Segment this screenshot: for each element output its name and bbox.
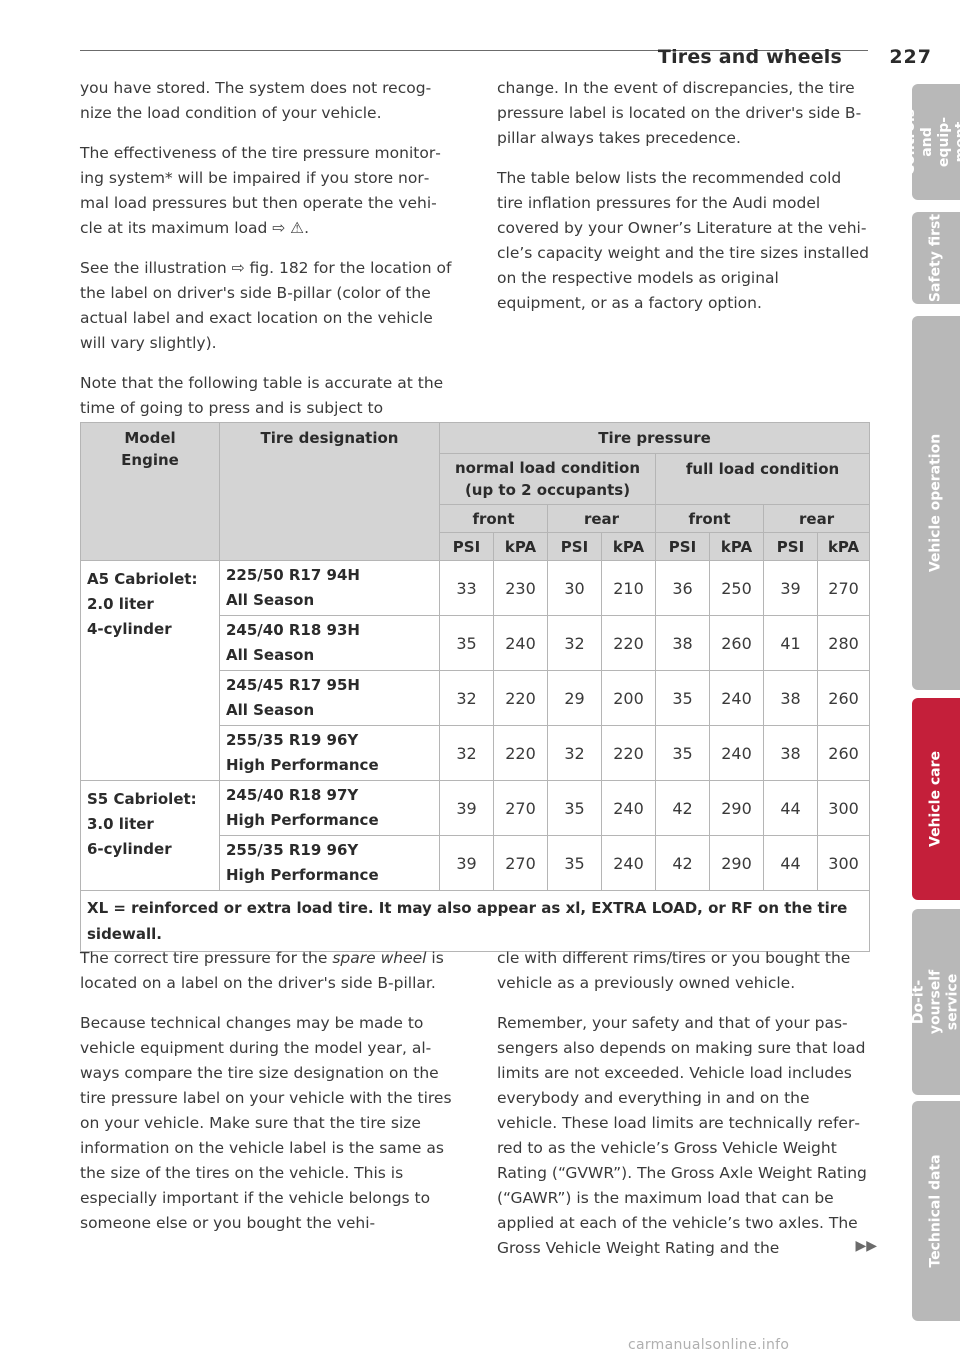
value-cell: 220 — [494, 671, 548, 726]
header-psi: PSI — [656, 533, 710, 561]
header-rear: rear — [548, 505, 656, 533]
model-cell: S5 Cabriolet: 3.0 liter 6-cylinder — [81, 781, 220, 891]
value-cell: 38 — [764, 726, 818, 781]
value-cell: 42 — [656, 781, 710, 836]
value-cell: 210 — [602, 561, 656, 616]
value-cell: 260 — [818, 726, 870, 781]
sidebar-tab-vehicle-operation[interactable] — [912, 316, 960, 690]
header-model-engine: Model Engine — [81, 423, 220, 561]
table-row — [81, 781, 870, 836]
paragraph: change. In the event of discrepancies, the tire pressure label is located on the driver's side B-pillar always takes precedence. — [497, 79, 862, 147]
paragraph: you have stored. The system does not recognize the load condition of your vehicle. — [80, 79, 432, 122]
tire-designation-cell: 245/45 R17 95H All Season — [220, 671, 440, 726]
value-cell: 44 — [764, 781, 818, 836]
sidebar-tab-safety[interactable] — [912, 212, 960, 304]
tire-designation-cell: 255/35 R19 96Y High Performance — [220, 726, 440, 781]
value-cell: 32 — [548, 616, 602, 671]
value-cell: 240 — [602, 836, 656, 891]
watermark: carmanualsonline.info — [628, 1337, 790, 1353]
spare-wheel-term: spare wheel — [332, 949, 427, 967]
value-cell: 32 — [440, 671, 494, 726]
value-cell: 35 — [548, 836, 602, 891]
value-cell: 240 — [710, 726, 764, 781]
paragraph: Note that the following table is accurate at the time of going to press and is subject to — [80, 374, 444, 417]
tire-designation-cell: 245/40 R18 97Y High Performance — [220, 781, 440, 836]
header-rear: rear — [764, 505, 870, 533]
model-cell: A5 Cabriolet: 2.0 liter 4-cylinder — [81, 561, 220, 781]
value-cell: 230 — [494, 561, 548, 616]
left-column-bottom — [80, 946, 452, 1236]
value-cell: 270 — [818, 561, 870, 616]
sidebar-tab-technical-data[interactable] — [912, 1101, 960, 1321]
header-tire-designation: Tire designation — [220, 423, 440, 561]
value-cell: 41 — [764, 616, 818, 671]
header-kpa: kPA — [818, 533, 870, 561]
paragraph: The effectiveness of the tire pressure monitoring system* will be impaired if you store normal load pressures but then operate the vehicle at its maximum load ⇨ ⚠. — [80, 144, 441, 237]
value-cell: 39 — [440, 836, 494, 891]
paragraph: Remember, your safety and that of your passengers also depends on making sure that load limits are not exceeded. Vehicle load includes everybody and everything in and on the vehicle. These load limits are technically referred to as the vehicle’s Gross Vehicle Weight Rating (“GVWR”). The Gross Axle Weight Rating (“GAWR”) is the maximum load that can be applied at each of the vehicle’s two axles. The Gross Vehicle Weight Rating and the ▶▶ — [497, 1014, 877, 1257]
sidebar-tab-vehicle-care[interactable] — [912, 698, 960, 900]
value-cell: 240 — [494, 616, 548, 671]
header-kpa: kPA — [710, 533, 764, 561]
value-cell: 32 — [440, 726, 494, 781]
header-kpa: kPA — [602, 533, 656, 561]
header-front: front — [656, 505, 764, 533]
header-full-load: full load condition — [656, 454, 870, 505]
value-cell: 270 — [494, 836, 548, 891]
header-normal-load: normal load condition (up to 2 occupants) — [440, 454, 656, 505]
value-cell: 38 — [764, 671, 818, 726]
value-cell: 270 — [494, 781, 548, 836]
paragraph: The correct tire pressure for the spare wheel is located on a label on the driver's side B-pillar. — [80, 949, 444, 992]
value-cell: 300 — [818, 781, 870, 836]
header-kpa: kPA — [494, 533, 548, 561]
value-cell: 35 — [548, 781, 602, 836]
tire-designation-cell: 245/40 R18 93H All Season — [220, 616, 440, 671]
value-cell: 250 — [710, 561, 764, 616]
paragraph: cle with different rims/tires or you bought the vehicle as a previously owned vehicle. — [497, 949, 851, 992]
value-cell: 32 — [548, 726, 602, 781]
sidebar-tab-label: Do-it-yourself service — [910, 969, 961, 1035]
value-cell: 260 — [710, 616, 764, 671]
value-cell: 30 — [548, 561, 602, 616]
value-cell: 44 — [764, 836, 818, 891]
sidebar-tab-label: Technical data — [927, 1154, 944, 1268]
value-cell: 35 — [656, 726, 710, 781]
table-row — [81, 561, 870, 616]
value-cell: 220 — [602, 616, 656, 671]
sidebar-tab-label: Controls and equip- ment — [902, 108, 969, 176]
value-cell: 240 — [602, 781, 656, 836]
header-psi: PSI — [440, 533, 494, 561]
value-cell: 260 — [818, 671, 870, 726]
right-column-bottom — [497, 946, 877, 1261]
header-psi: PSI — [548, 533, 602, 561]
value-cell: 29 — [548, 671, 602, 726]
value-cell: 38 — [656, 616, 710, 671]
value-cell: 300 — [818, 836, 870, 891]
value-cell: 35 — [656, 671, 710, 726]
tire-designation-cell: 225/50 R17 94H All Season — [220, 561, 440, 616]
continue-arrow-icon: ▶▶ — [855, 1238, 877, 1254]
tire-pressure-table — [80, 422, 870, 952]
value-cell: 39 — [764, 561, 818, 616]
value-cell: 220 — [494, 726, 548, 781]
value-cell: 290 — [710, 781, 764, 836]
right-column-top — [497, 76, 869, 316]
sidebar-tab-diy-service[interactable] — [912, 909, 960, 1095]
section-title: Tires and wheels — [657, 46, 842, 68]
header-psi: PSI — [764, 533, 818, 561]
paragraph: See the illustration ⇨ fig. 182 for the location of the label on driver's side B-pillar (color of the actual label and exact location on the vehicle will vary slightly). — [80, 259, 452, 352]
value-cell: 33 — [440, 561, 494, 616]
sidebar-tab-controls[interactable] — [902, 84, 969, 200]
value-cell: 290 — [710, 836, 764, 891]
tire-designation-cell: 255/35 R19 96Y High Performance — [220, 836, 440, 891]
value-cell: 280 — [818, 616, 870, 671]
header-front: front — [440, 505, 548, 533]
sidebar-tab-label: Vehicle care — [927, 751, 944, 847]
value-cell: 200 — [602, 671, 656, 726]
table-footnote: XL = reinforced or extra load tire. It may also appear as xl, EXTRA LOAD, or RF on the tire sidewall. — [81, 891, 870, 952]
paragraph: Because technical changes may be made to vehicle equipment during the model year, always compare the tire size designation on the tire pressure label on your vehicle with the tires on your vehicle. Make sure that the tire size information on the vehicle label is the same as the size of the tires on the vehicle. This is especially important if the vehicle belongs to someone else or you bought the vehi- — [80, 1014, 452, 1232]
value-cell: 39 — [440, 781, 494, 836]
value-cell: 240 — [710, 671, 764, 726]
header-tire-pressure: Tire pressure — [440, 423, 870, 454]
value-cell: 36 — [656, 561, 710, 616]
sidebar-tab-label: Vehicle operation — [927, 433, 944, 573]
page-number: 227 — [889, 46, 932, 68]
table-footnote-row — [81, 891, 870, 952]
value-cell: 220 — [602, 726, 656, 781]
value-cell: 35 — [440, 616, 494, 671]
paragraph: The table below lists the recommended cold tire inflation pressures for the Audi model covered by your Owner’s Literature at the vehicle’s capacity weight and the tire sizes installed on the respective models as original equipment, or as a factory option. — [497, 169, 869, 312]
sidebar-tab-label: Safety first — [927, 213, 944, 303]
value-cell: 42 — [656, 836, 710, 891]
left-column-top — [80, 76, 452, 421]
